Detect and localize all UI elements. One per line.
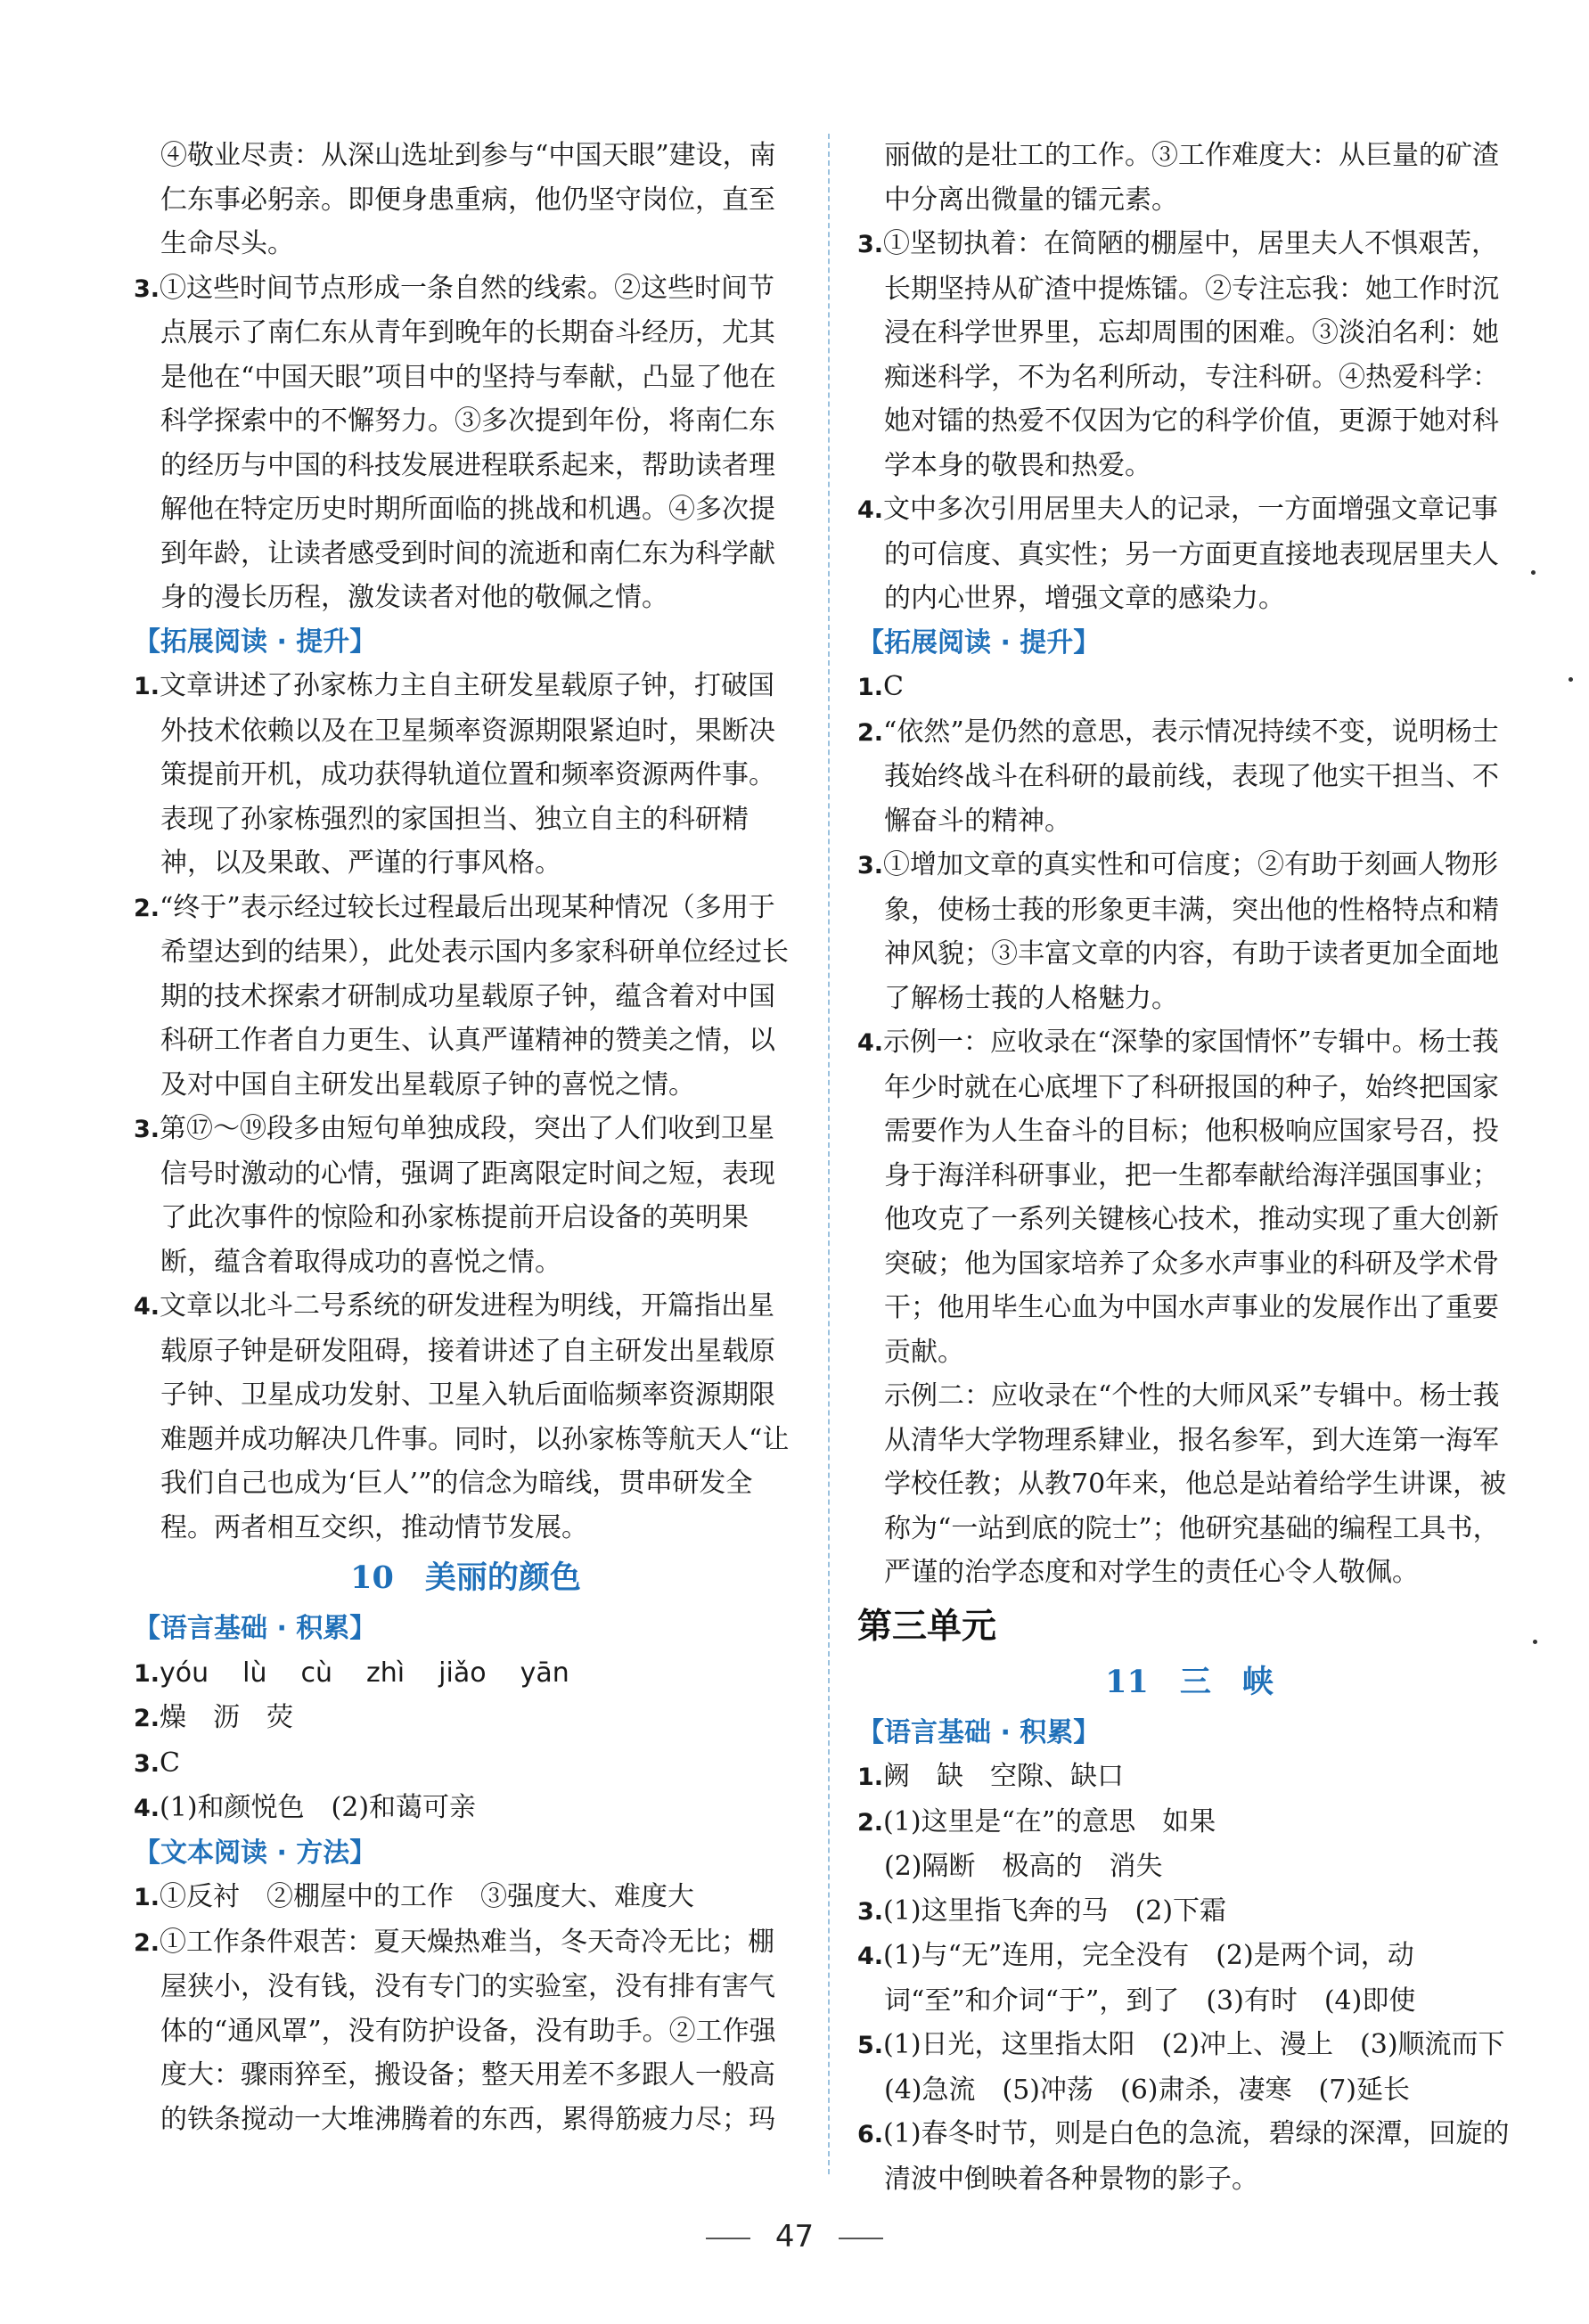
answer-text: (1)与“无”连用，完全没有 (2)是两个词，动词“至”和介词“于”，到了 (3)有时 (4)即使 [883,1940,1416,2017]
answer-text: (1)日光，这里指太阳 (2)冲上、漫上 (3)顺流而下 (4)急流 (5)冲荡 (6)肃杀，凄寒 (7)延长 [883,2029,1532,2106]
unit-title: 第三单元 [857,1605,997,1647]
item-number: 1. [857,1763,884,1791]
left-column [134,134,798,2141]
item-number: 2. [134,1705,160,1732]
section-heading: 【拓展阅读 · 提升】 [857,626,1101,659]
item-number: 4. [857,1943,884,1970]
right-column [857,134,1532,2201]
answer-item [857,710,1521,844]
answer-item [857,843,1521,1020]
item-number: 4. [134,1795,160,1822]
section-heading: 【语言基础 · 积累】 [857,1716,1101,1748]
pinyin: jiǎo [438,1657,487,1689]
answer-text: 示例一：应收录在“深挚的家国情怀”专辑中。杨士莪年少时就在心底埋下了科研报国的种子，始终把国家需要作为人生奋斗的目标；他积极响应国家号召，投身于海洋科研事业，把一生都奉献给海洋强国事业；他攻克了一系列关键核心技术，推动实现了重大创新突破；他为国家培养了众多水声事业的科研及学术骨干；他用毕生心血为中国水声事业的发展作出了重要贡献。 [883,1027,1499,1368]
answer-text: C [883,671,905,702]
pinyin: cù [300,1657,333,1689]
answer-text: 阙 缺 空隙、缺口 [883,1761,1125,1792]
answer-text: C [160,1747,181,1779]
margin-dot [1533,1640,1537,1644]
pinyin: yóu [160,1657,209,1689]
answer-text: ④敬业尽责：从深山选址到参与“中国天眼”建设，南仁东事必躬亲。即便身患重病，他仍坚守岗位，直至生命尽头。 [160,140,776,259]
item-number: 1. [134,673,160,700]
item-number: 3. [857,852,884,880]
item-number: 4. [857,496,884,524]
answer-text: ①反衬 ②棚屋中的工作 ③强度大、难度大 [160,1881,695,1912]
lesson-title: 10 美丽的颜色 [350,1559,581,1596]
answer-text: ①工作条件艰苦：夏天燥热难当，冬天奇冷无比；棚屋狭小，没有钱，没有专门的实验室，没有排有害气体的“通风罩”，没有防护设备，没有助手。②工作强度大：骤雨猝至，搬设备；整天用差不多跟人一般高的铁条搅动一大堆沸腾着的东西，累得筋疲力尽；玛 [160,1926,776,2135]
item-number: 2. [857,1808,884,1837]
answer-text: ①增加文章的真实性和可信度；②有助于刻画人物形象，使杨士莪的形象更丰满，突出他的性格特点和精神风貌；③丰富文章的内容，有助于读者更加全面地了解杨士莪的人格魅力。 [883,849,1499,1014]
answer-text: 示例二：应收录在“个性的大师风采”专辑中。杨士莪从清华大学物理系肄业，报名参军，到大连第一海军学校任教；从教70年来，他总是站着给学生讲课，被称为“一站到底的院士”；他研究基础的编程工具书，严谨的治学态度和对学生的责任心令人敬佩。 [884,1380,1507,1588]
answer-text: (2)隔断 极高的 消失 [884,1851,1163,1882]
answer-item [857,1889,1521,1935]
answer-text: (1)这里是“在”的意思 如果 [883,1805,1216,1837]
answer-text: “依然”是仍然的意思，表示情况持续不变，说明杨士莪始终战斗在科研的最前线，表现了他实干担当、不懈奋斗的精神。 [883,716,1499,837]
answer-text: 文章讲述了孙家栋力主自主研发星载原子钟，打破国外技术依赖以及在卫星频率资源期限紧迫时，果断决策提前开机，成功获得轨道位置和频率资源两件事。表现了孙家栋强烈的家国担当、独立自主的科研精神，以及果敢、严谨的行事风格。 [160,670,775,879]
section-heading: 【拓展阅读 · 提升】 [134,626,377,658]
item-number: 1. [134,1884,160,1911]
answer-item [134,1696,798,1741]
footer-rule [706,2238,750,2239]
answer-text: 文中多次引用居里夫人的记录，一方面增强文章记事的可信度、真实性；另一方面更直接地表现居里夫人的内心世界，增强文章的感染力。 [883,494,1499,614]
answer-item [857,1020,1521,1374]
answer-item [857,2112,1521,2201]
answer-text: 丽做的是壮工的工作。③工作难度大：从巨量的矿渣中分离出微量的镭元素。 [884,140,1499,216]
item-number: 3. [857,1897,884,1926]
answer-item [134,266,798,620]
pinyin: zhì [366,1657,405,1689]
answer-item [857,1934,1521,2023]
answer-text: 第⑰～⑲段多由短句单独成段，突出了人们收到卫星信号时激动的心情，强调了距离限定时间之短，表现了此次事件的惊险和孙家栋提前开启设备的英明果断，蕴含着取得成功的喜悦之情。 [160,1113,775,1278]
pinyin: lù [242,1657,267,1689]
answer-item [857,2023,1532,2112]
answer-item [134,1107,798,1284]
answer-text: (1)春冬时节，则是白色的急流，碧绿的深潭，回旋的清波中倒映着各种景物的影子。 [883,2118,1510,2195]
answer-item [134,1741,798,1787]
answer-item [134,1875,798,1920]
answer-text: ①坚韧执着：在简陋的棚屋中，居里夫人不惧艰苦，长期坚持从矿渣中提炼镭。②专注忘我：她工作时沉浸在科学世界里，忘却周围的困难。③淡泊名利：她痴迷科学，不为名利所动，专注科研。④热爱科学：她对镭的热爱不仅因为它的科学价值，更源于她对科学本身的敬畏和热爱。 [883,228,1499,481]
section-heading: 【文本阅读 · 方法】 [134,1837,377,1869]
answer-text: 文章以北斗二号系统的研发进程为明线，开篇指出星载原子钟是研发阻碍，接着讲述了自主研发出星载原子钟、卫星成功发射、卫星入轨后面临频率资源期限难题并成功解决几件事。同时，以孙家栋等航天人“让我们自己也成为‘巨人’”的信念为暗线，贯串研发全程。两者相互交织，推动情节发展。 [160,1290,790,1543]
item-number: 3. [134,274,160,303]
item-number: 2. [857,718,884,747]
answer-text: “终于”表示经过较长过程最后出现某种情况（多用于希望达到的结果），此处表示国内多家科研单位经过长期的技术探索才研制成功星载原子钟，蕴含着对中国科研工作者自力更生、认真严谨精神的赞美之情，以及对中国自主研发出星载原子钟的喜悦之情。 [160,891,789,1101]
item-number: 3. [857,231,884,258]
item-number: 4. [857,1029,884,1057]
item-number: 2. [134,1928,160,1957]
item-number: 2. [134,894,160,922]
answer-text: ①这些时间节点形成一条自然的线索。②这些时间节点展示了南仁东从青年到晚年的长期奋斗经历，尤其是他在“中国天眼”项目中的坚持与奉献，凸显了他在科学探索中的不懈努力。③多次提到年份，将南仁东的经历与中国的科技发展进程联系起来，帮助读者理解他在特定历史时期所面临的挑战和机遇。④多次提到年龄，让读者感受到时间的流逝和南仁东为科学献身的漫长历程，激发读者对他的敬佩之情。 [160,272,776,613]
answer-item [857,222,1521,487]
page-number: 47 [774,2219,815,2254]
page-footer [0,2219,1589,2254]
answer-item [857,1800,1521,1845]
answer-item [857,487,1521,621]
item-number: 3. [134,1116,160,1143]
answer-item [134,1920,798,2142]
answer-item [134,664,798,886]
item-number: 4. [134,1293,160,1321]
margin-dot [1531,570,1536,575]
section-heading: 【语言基础 · 积累】 [134,1613,377,1644]
column-divider [828,134,830,2174]
item-number: 1. [134,1659,160,1688]
item-number: 1. [857,674,884,701]
item-number: 6. [857,2121,884,2148]
item-number: 3. [134,1749,160,1778]
answer-item [134,886,798,1108]
answer-item [134,1284,798,1550]
answer-item [134,1651,798,1697]
answer-text: (1)这里指飞奔的马 (2)下霜 [883,1894,1227,1927]
footer-rule [839,2238,883,2239]
pinyin: yān [520,1657,569,1689]
margin-dot [1569,677,1573,682]
answer-item [134,1786,798,1831]
item-number: 5. [857,2032,884,2059]
answer-text: 燥 沥 荧 [160,1702,294,1733]
lesson-title: 11 三 峡 [1105,1663,1274,1700]
answer-text: (1)和颜悦色 (2)和蔼可亲 [160,1792,477,1823]
answer-item [857,1755,1521,1800]
answer-item [857,665,1521,710]
